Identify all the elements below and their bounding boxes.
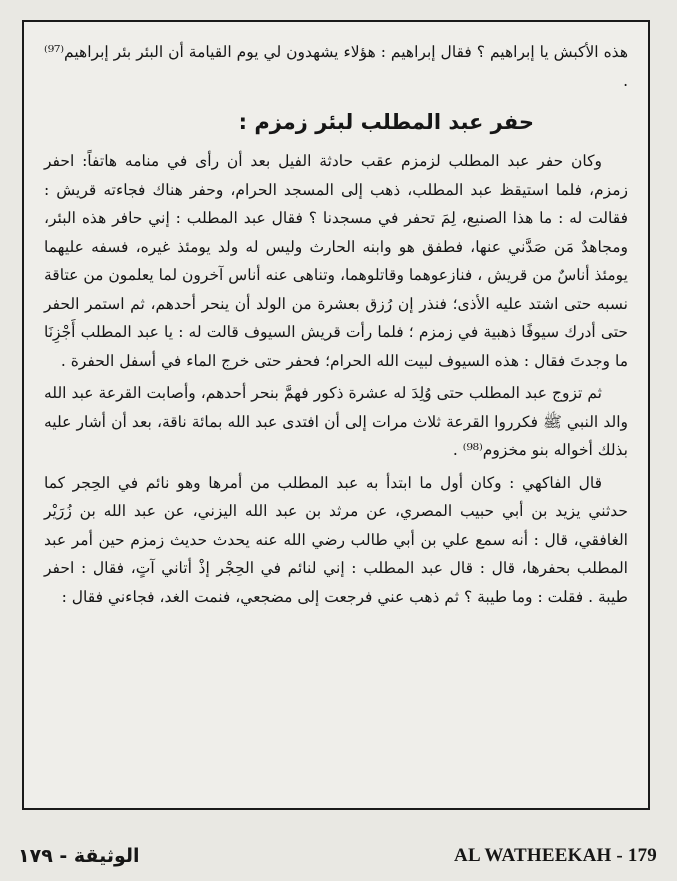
body-paragraph-2: ثم تزوج عبد المطلب حتى وُلِدَ له عشرة ذكور فهمَّ بنحر أحدهم، وأصابت القرعة عبد الله والد النبي ﷺ فكرروا القرعة ثلاث مرات إلى أن افتدى عبد الله بمائة ناقة، بعد أن أشار عليه بذلك أخواله بنو مخزوم⁽⁹⁸⁾ . xyxy=(44,384,628,459)
footer-english-page-number: AL WATHEEKAH - 179 xyxy=(454,845,657,866)
body-paragraph-3: قال الفاكهي : وكان أول ما ابتدأ به عبد المطلب من أمرها وهو نائم في الحِجر كما حدثني يزيد بن أبي حبيب المصري، عن مرثد بن عبد الله اليزني، عن عبد الله بن زُرَيْر الغافقي، قال : أنه سمع علي بن أبي طالب رضي الله عنه يحدث حديث زمزم حين أمر عبد المطلب بحفرها، قال : قال عبد المطلب : إني لنائم في الحِجْر إذْ أتاني آتٍ، فقال : احفر طيبة . فقلت : وما طيبة ؟ ثم ذهب عني فرجعت إلى مضجعي، فنمت الغد، فجاءني فقال : xyxy=(44,473,628,606)
page-footer xyxy=(18,841,657,871)
body-paragraph-1: وكان حفر عبد المطلب لزمزم عقب حادثة الفيل بعد أن رأى في منامه هاتفاً: احفر زمزم، فلما استيقظ عبد المطلب، ذهب إلى المسجد الحرام، وحفر هناك فجاءته قريش : فقالت له : ما هذا الصنيع، لِمَ تحفر في مسجدنا ؟ فقال عبد المطلب : إني حافر هذه البئر، ومجاهدٌ مَن صَدَّني عنها، فطفق هو وابنه الحارث وليس له ولد يومئذ غيره، فسفه عليهما يومئذ أناسٌ من قريش ، فنازعوهما وقاتلوهما، وتناهى عنه أناس آخرون لما يعلمون من عتاقة نسبه حتى اشتد عليه الأذى؛ فنذر إن رُزق بعشرة من الولد أن ينحر أحدهم، ثم استمر الحفر حتى أدرك سيوفًا ذهبية في زمزم ؛ فلما رأت قريش السيوف قالت له : يا عبد المطلب أَجْزِنَا ما وجدتَ فقال : هذه السيوف لبيت الله الحرام؛ فحفر حتى خرج الماء في أسفل الحفرة . xyxy=(44,152,628,370)
footer-arabic-page-number: الوثيقة - ١٧٩ xyxy=(18,845,140,867)
page-frame xyxy=(22,20,650,810)
intro-paragraph: هذه الأكبش يا إبراهيم ؟ فقال إبراهيم : هؤلاء يشهدون لي يوم القيامة أن البئر بئر إبراهيم⁽⁹⁷⁾ . xyxy=(44,43,628,90)
section-heading: حفر عبد المطلب لبئر زمزم : xyxy=(238,110,534,134)
document-body xyxy=(44,38,628,611)
